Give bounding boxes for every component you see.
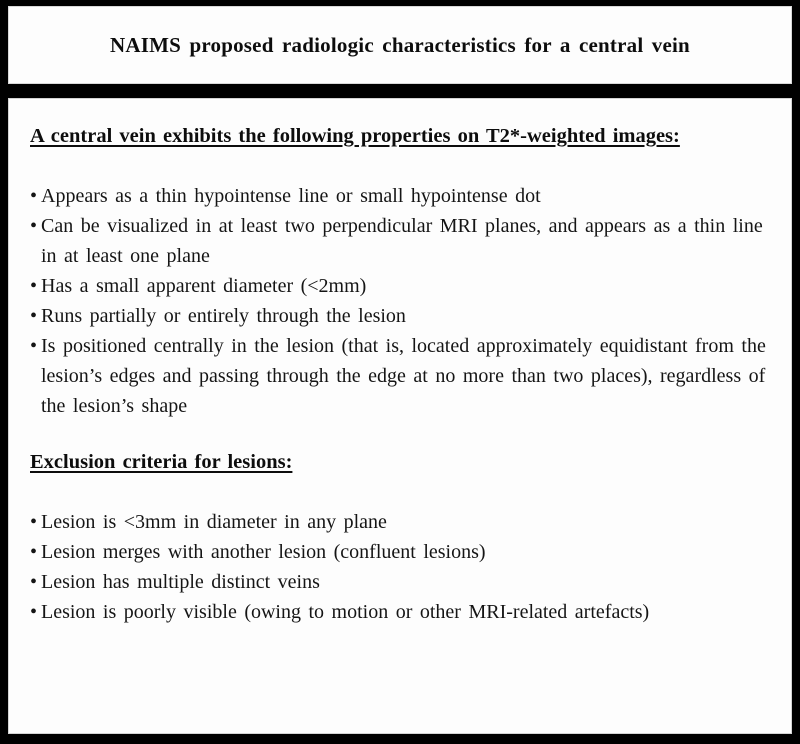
list-item <box>21 537 777 567</box>
list-item-text: Can be visualized in at least two perpendicular MRI planes, and appears as a thin line in at least one plane <box>41 215 763 267</box>
list-item-text: Has a small apparent diameter (<2mm) <box>41 275 367 297</box>
list-item <box>21 331 777 421</box>
list-item-text: Is positioned centrally in the lesion (that is, located approximately equidistant from the lesion’s edges and passing through the edge at no more than two places), regardless of the lesion’s shape <box>41 335 766 417</box>
bullet-dot-icon: • <box>30 335 38 357</box>
list-item-text: Lesion is <3mm in diameter in any plane <box>41 511 387 533</box>
spacer <box>21 477 777 507</box>
list-item <box>21 507 777 537</box>
list-item-text: Runs partially or entirely through the lesion <box>41 305 406 327</box>
bullet-dot-icon: • <box>30 571 38 593</box>
bullet-dot-icon: • <box>30 215 38 237</box>
list-item-text: Appears as a thin hypointense line or small hypointense dot <box>41 185 541 207</box>
list-item-text: Lesion has multiple distinct veins <box>41 571 320 593</box>
list-item <box>21 301 777 331</box>
title-panel <box>8 6 792 84</box>
panel-divider <box>8 84 792 98</box>
list-item <box>21 597 777 627</box>
spacer <box>21 421 777 447</box>
list-item <box>21 181 777 211</box>
central-vein-criteria-list <box>21 181 777 421</box>
bullet-dot-icon: • <box>30 601 38 623</box>
list-item <box>21 211 777 271</box>
bullet-dot-icon: • <box>30 541 38 563</box>
list-item-text: Lesion merges with another lesion (confluent lesions) <box>41 541 486 563</box>
bullet-dot-icon: • <box>30 275 38 297</box>
list-item <box>21 271 777 301</box>
central-vein-heading: A central vein exhibits the following properties on T2*-weighted images: <box>30 125 680 147</box>
figure-title: NAIMS proposed radiologic characteristics for a central vein <box>110 32 690 57</box>
list-item-text: Lesion is poorly visible (owing to motion or other MRI-related artefacts) <box>41 601 650 623</box>
exclusion-criteria-heading: Exclusion criteria for lesions: <box>30 451 293 473</box>
exclusion-criteria-list <box>21 507 777 627</box>
bullet-dot-icon: • <box>30 185 38 207</box>
spacer <box>21 151 777 181</box>
bullet-dot-icon: • <box>30 305 38 327</box>
bullet-dot-icon: • <box>30 511 38 533</box>
list-item <box>21 567 777 597</box>
body-panel <box>8 98 792 734</box>
